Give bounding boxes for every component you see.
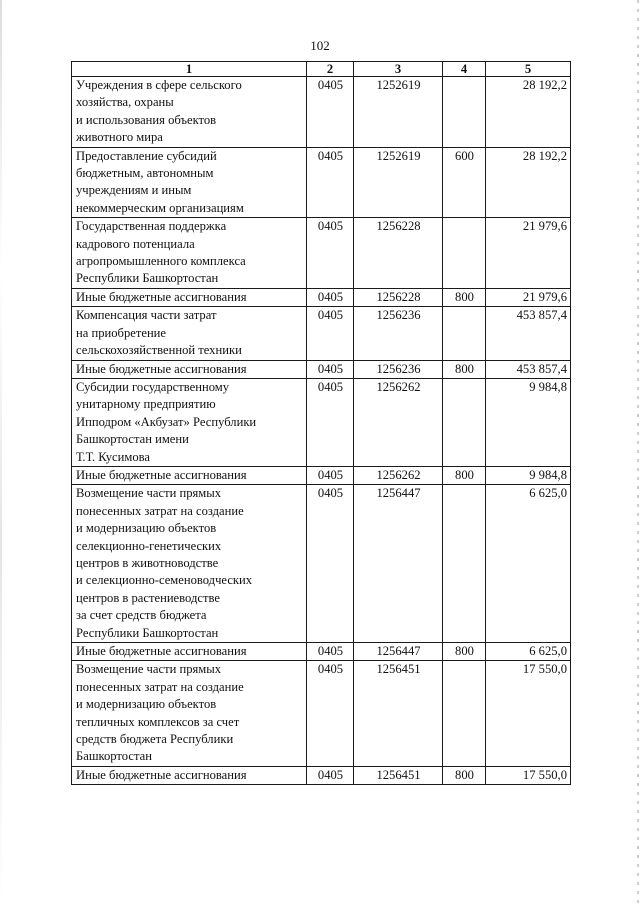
row-code: 1256262	[354, 378, 443, 466]
row-section: 0405	[307, 485, 354, 643]
scan-edge-right	[637, 0, 639, 905]
row-type: 800	[443, 766, 486, 784]
row-type: 800	[443, 643, 486, 661]
row-type	[443, 218, 486, 289]
table-row	[72, 485, 571, 643]
row-type: 800	[443, 466, 486, 484]
table-header-row	[72, 62, 571, 77]
row-amount: 21 979,6	[486, 288, 571, 306]
row-name: Предоставление субсидий бюджетным, автономным учреждениям и иным некоммерческим организациям	[72, 147, 307, 218]
header-col-4: 4	[443, 62, 486, 77]
row-section: 0405	[307, 643, 354, 661]
row-name: Иные бюджетные ассигнования	[72, 360, 307, 378]
header-col-1: 1	[72, 62, 307, 77]
row-type: 800	[443, 288, 486, 306]
row-code: 1252619	[354, 147, 443, 218]
row-amount: 28 192,2	[486, 77, 571, 148]
row-type	[443, 77, 486, 148]
row-code: 1256228	[354, 218, 443, 289]
row-code: 1256228	[354, 288, 443, 306]
row-name: Иные бюджетные ассигнования	[72, 643, 307, 661]
row-name: Возмещение части прямых понесенных затрат на создание и модернизацию объектов селекционно-генетических центров в животноводстве и селекционно-семеноводческих центров в растениеводстве за счет средств бюджета Республики Башкортостан	[72, 485, 307, 643]
row-amount: 17 550,0	[486, 766, 571, 784]
table-row	[72, 766, 571, 784]
table-row	[72, 77, 571, 148]
table-row	[72, 378, 571, 466]
row-amount: 453 857,4	[486, 307, 571, 360]
header-col-5: 5	[486, 62, 571, 77]
row-type: 800	[443, 360, 486, 378]
table-row	[72, 307, 571, 360]
row-name: Иные бюджетные ассигнования	[72, 466, 307, 484]
row-code: 1252619	[354, 77, 443, 148]
row-name: Государственная поддержка кадрового потенциала агропромышленного комплекса Республики Башкортостан	[72, 218, 307, 289]
row-name: Иные бюджетные ассигнования	[72, 766, 307, 784]
row-code: 1256236	[354, 307, 443, 360]
row-section: 0405	[307, 466, 354, 484]
row-section: 0405	[307, 378, 354, 466]
row-code: 1256236	[354, 360, 443, 378]
row-amount: 17 550,0	[486, 661, 571, 766]
row-section: 0405	[307, 288, 354, 306]
row-type	[443, 661, 486, 766]
scan-edge-left	[0, 0, 2, 905]
row-amount: 6 625,0	[486, 643, 571, 661]
row-name: Компенсация части затрат на приобретение сельскохозяйственной техники	[72, 307, 307, 360]
table-row	[72, 218, 571, 289]
budget-table	[71, 61, 571, 785]
table-row	[72, 360, 571, 378]
table-row	[72, 643, 571, 661]
row-amount: 453 857,4	[486, 360, 571, 378]
row-name: Возмещение части прямых понесенных затрат на создание и модернизацию объектов тепличных комплексов за счет средств бюджета Республики Башкортостан	[72, 661, 307, 766]
row-name: Учреждения в сфере сельского хозяйства, охраны и использования объектов животного мира	[72, 77, 307, 148]
row-type: 600	[443, 147, 486, 218]
row-type	[443, 485, 486, 643]
row-type	[443, 307, 486, 360]
table-row	[72, 466, 571, 484]
row-code: 1256451	[354, 661, 443, 766]
row-section: 0405	[307, 360, 354, 378]
row-amount: 6 625,0	[486, 485, 571, 643]
row-section: 0405	[307, 77, 354, 148]
row-amount: 21 979,6	[486, 218, 571, 289]
row-section: 0405	[307, 218, 354, 289]
row-code: 1256451	[354, 766, 443, 784]
header-col-3: 3	[354, 62, 443, 77]
header-col-2: 2	[307, 62, 354, 77]
row-name: Иные бюджетные ассигнования	[72, 288, 307, 306]
row-type	[443, 378, 486, 466]
row-section: 0405	[307, 661, 354, 766]
row-section: 0405	[307, 147, 354, 218]
row-code: 1256447	[354, 485, 443, 643]
row-amount: 9 984,8	[486, 378, 571, 466]
page-number: 102	[310, 38, 330, 53]
row-section: 0405	[307, 766, 354, 784]
row-amount: 28 192,2	[486, 147, 571, 218]
table-row	[72, 288, 571, 306]
row-name: Субсидии государственному унитарному предприятию Ипподром «Акбузат» Республики Башкортостан имени Т.Т. Кусимова	[72, 378, 307, 466]
row-section: 0405	[307, 307, 354, 360]
row-amount: 9 984,8	[486, 466, 571, 484]
row-code: 1256447	[354, 643, 443, 661]
table-row	[72, 661, 571, 766]
row-code: 1256262	[354, 466, 443, 484]
table-row	[72, 147, 571, 218]
